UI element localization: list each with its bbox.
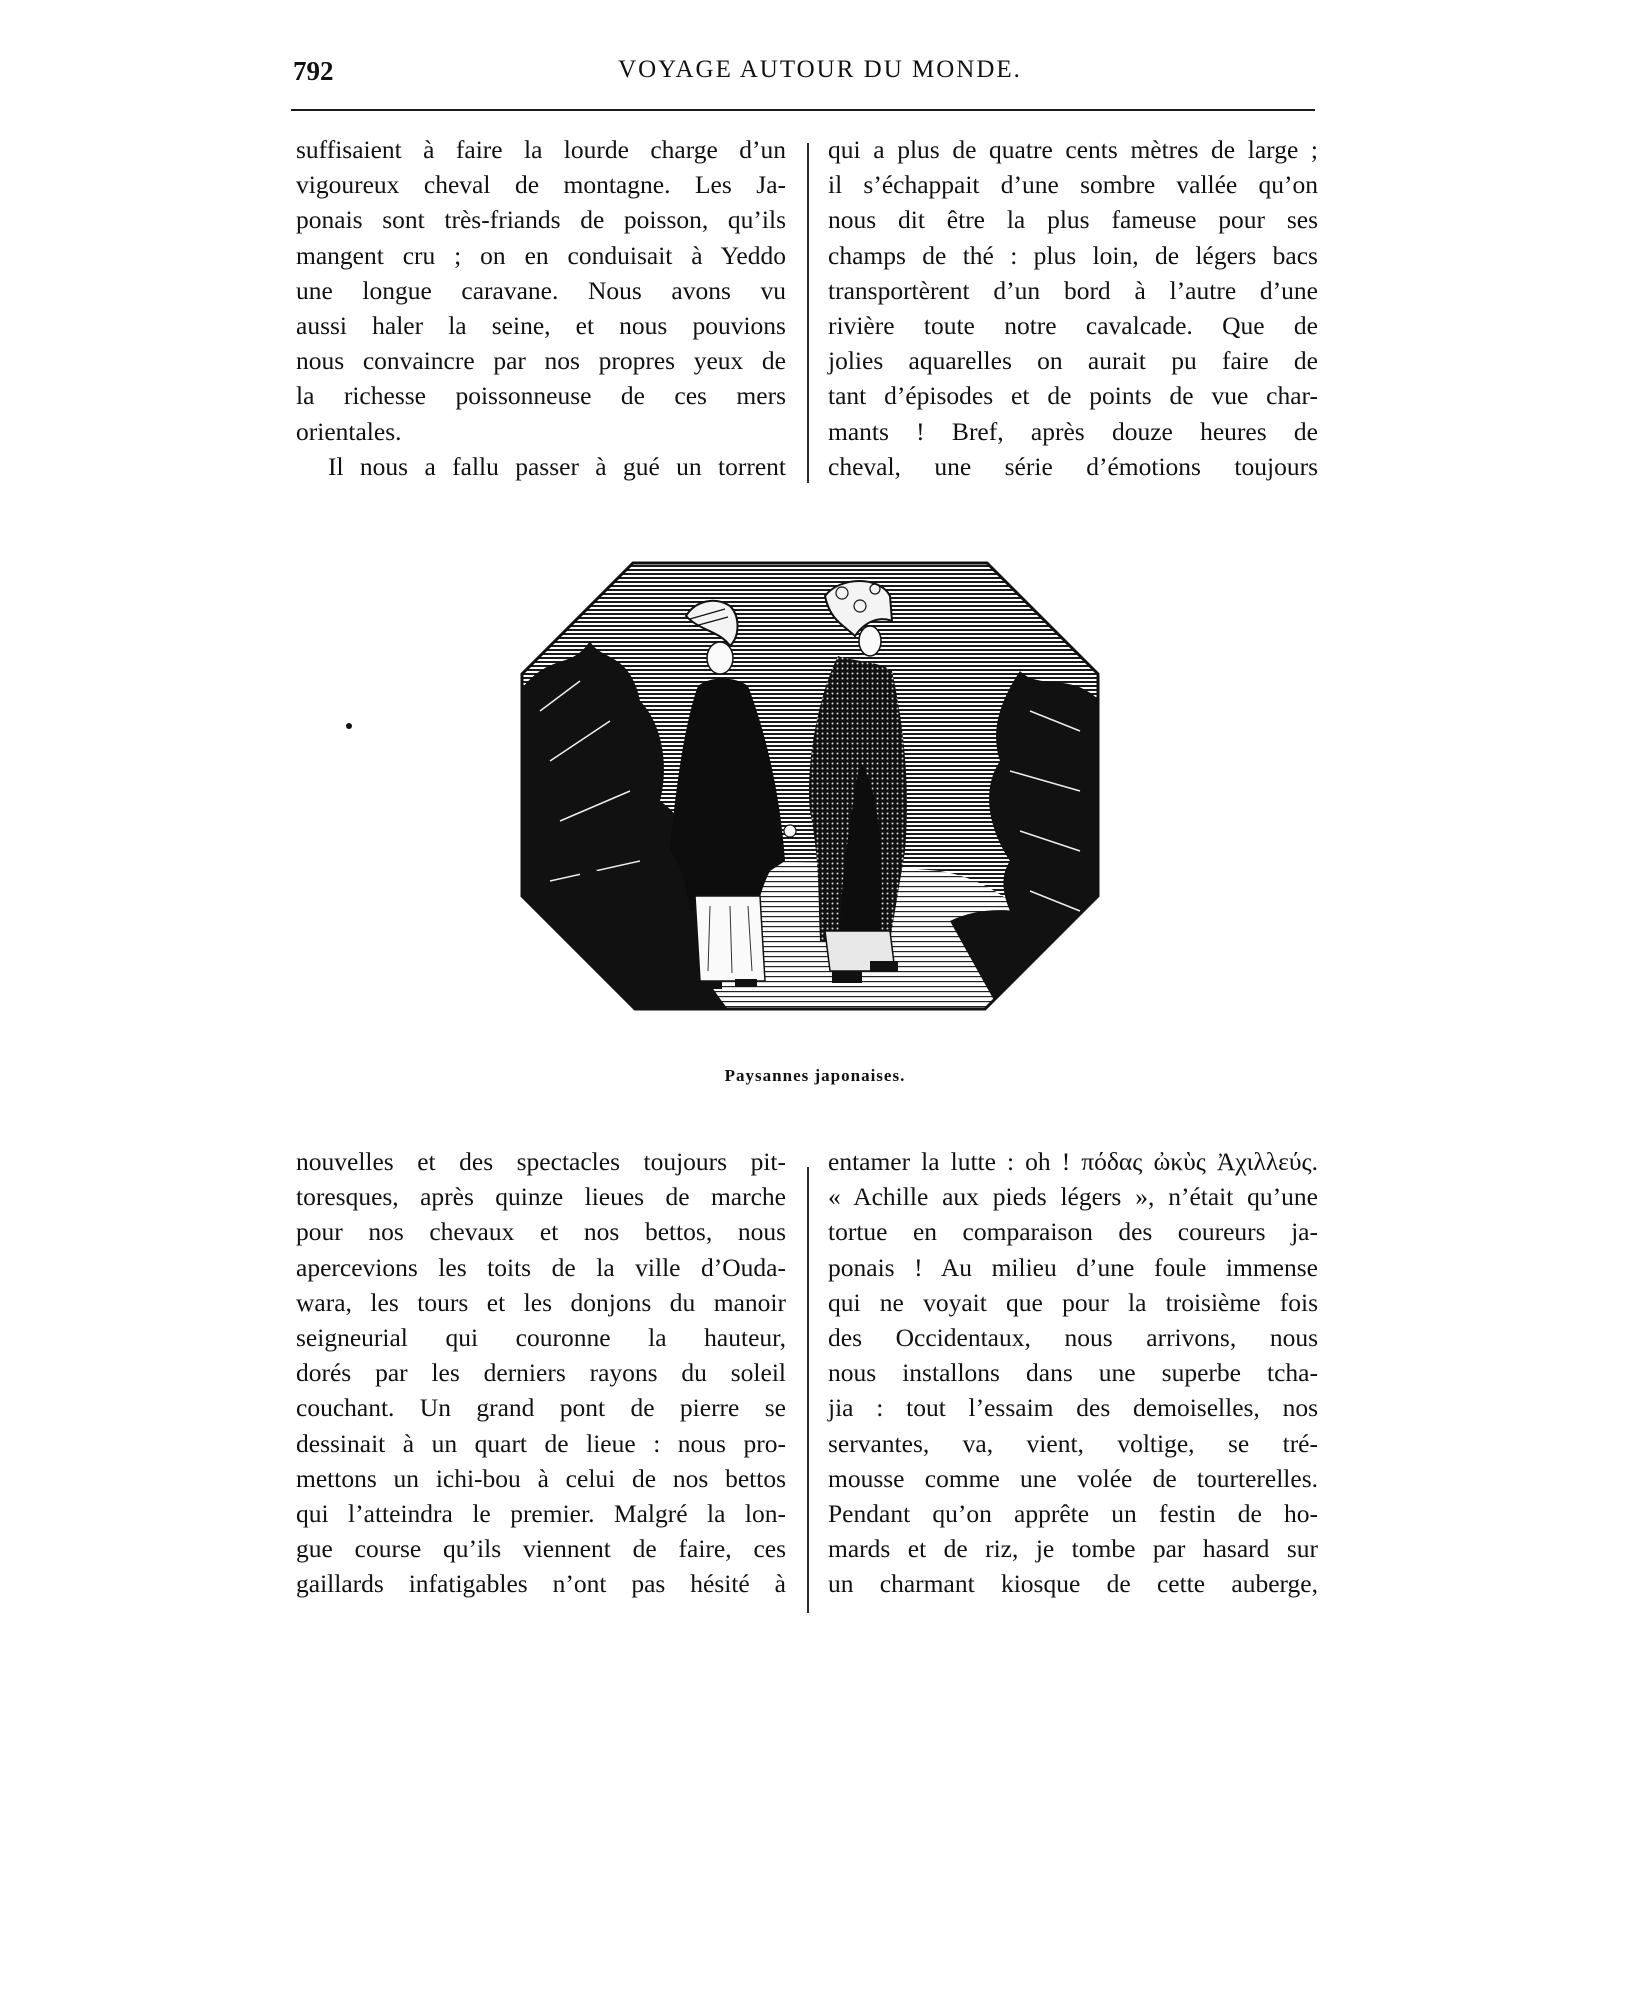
- text-line: gue course qu’ils viennent de faire, ces: [296, 1534, 786, 1564]
- text-line: jia : tout l’essaim des demoiselles, nos: [828, 1393, 1318, 1423]
- column-divider: [807, 143, 809, 483]
- text-line: transportèrent d’un bord à l’autre d’une: [828, 275, 1318, 305]
- text-line: mousse comme une volée de tourterelles.: [828, 1463, 1318, 1493]
- text-line: apercevions les toits de la ville d’Ouda-: [296, 1252, 786, 1282]
- text-line: orientales.: [296, 416, 402, 446]
- page-number: 792: [293, 56, 334, 86]
- text-line: un charmant kiosque de cette auberge,: [828, 1569, 1318, 1599]
- text-line: servantes, va, vient, voltige, se tré-: [828, 1428, 1318, 1458]
- text-line: entamer la lutte : oh ! πόδας ὠκὺς Ἀχιλλεύς.: [828, 1147, 1318, 1176]
- text-line: qui a plus de quatre cents mètres de large ;: [828, 135, 1318, 164]
- text-line: mants ! Bref, après douze heures de: [828, 416, 1318, 446]
- header-rule: [291, 109, 1315, 111]
- text-line: tant d’épisodes et de points de vue char-: [828, 381, 1318, 411]
- text-line: il s’échappait d’une sombre vallée qu’on: [828, 170, 1318, 200]
- figure-caption: Paysannes japonaises.: [724, 1066, 906, 1085]
- text-line: une longue caravane. Nous avons vu: [296, 275, 786, 305]
- text-line: wara, les tours et les donjons du manoir: [296, 1287, 786, 1317]
- text-line: Pendant qu’on apprête un festin de ho-: [828, 1498, 1318, 1528]
- text-line: aussi haler la seine, et nous pouvions: [296, 310, 786, 340]
- text-line: rivière toute notre cavalcade. Que de: [828, 310, 1318, 340]
- text-line: cheval, une série d’émotions toujours: [828, 451, 1318, 481]
- text-line: toresques, après quinze lieues de marche: [296, 1182, 786, 1212]
- text-line: mettons un ichi-bou à celui de nos bettos: [296, 1463, 786, 1493]
- text-line: vigoureux cheval de montagne. Les Ja-: [296, 170, 786, 200]
- text-line: dessinait à un quart de lieue : nous pro-: [296, 1428, 786, 1458]
- text-line: qui ne voyait que pour la troisième fois: [828, 1287, 1318, 1317]
- top-left-column: [296, 132, 786, 484]
- text-line: Il nous a fallu passer à gué un torrent: [328, 451, 786, 481]
- text-line: dorés par les derniers rayons du soleil: [296, 1358, 786, 1388]
- scan-speck: [346, 723, 352, 729]
- top-right-column: [828, 132, 1318, 484]
- text-line: nouvelles et des spectacles toujours pit-: [296, 1147, 786, 1176]
- text-line: couchant. Un grand pont de pierre se: [296, 1393, 786, 1423]
- column-divider: [807, 1167, 809, 1613]
- text-line: « Achille aux pieds légers », n’était qu’une: [828, 1182, 1318, 1212]
- text-line: gaillards infatigables n’ont pas hésité à: [296, 1569, 786, 1599]
- text-line: ponais ! Au milieu d’une foule immense: [828, 1252, 1318, 1282]
- text-line: jolies aquarelles on aurait pu faire de: [828, 346, 1318, 376]
- running-title: VOYAGE AUTOUR DU MONDE.: [618, 56, 1022, 83]
- text-line: la richesse poissonneuse de ces mers: [296, 381, 786, 411]
- bottom-right-column: [828, 1144, 1318, 1601]
- text-line: qui l’atteindra le premier. Malgré la lon-: [296, 1498, 786, 1528]
- text-line: pour nos chevaux et nos bettos, nous: [296, 1217, 786, 1247]
- text-line: nous convaincre par nos propres yeux de: [296, 346, 786, 376]
- engraving-illustration: [520, 561, 1100, 1011]
- text-line: nous dit être la plus fameuse pour ses: [828, 205, 1318, 235]
- bottom-left-column: [296, 1144, 786, 1601]
- text-line: suffisaient à faire la lourde charge d’un: [296, 135, 786, 164]
- text-line: mards et de riz, je tombe par hasard sur: [828, 1534, 1318, 1564]
- text-line: mangent cru ; on en conduisait à Yeddo: [296, 240, 786, 270]
- text-line: tortue en comparaison des coureurs ja-: [828, 1217, 1318, 1247]
- text-line: champs de thé : plus loin, de légers bacs: [828, 240, 1318, 270]
- text-line: nous installons dans une superbe tcha-: [828, 1358, 1318, 1388]
- text-line: seigneurial qui couronne la hauteur,: [296, 1322, 786, 1352]
- text-line: des Occidentaux, nous arrivons, nous: [828, 1322, 1318, 1352]
- text-line: ponais sont très-friands de poisson, qu’ils: [296, 205, 786, 235]
